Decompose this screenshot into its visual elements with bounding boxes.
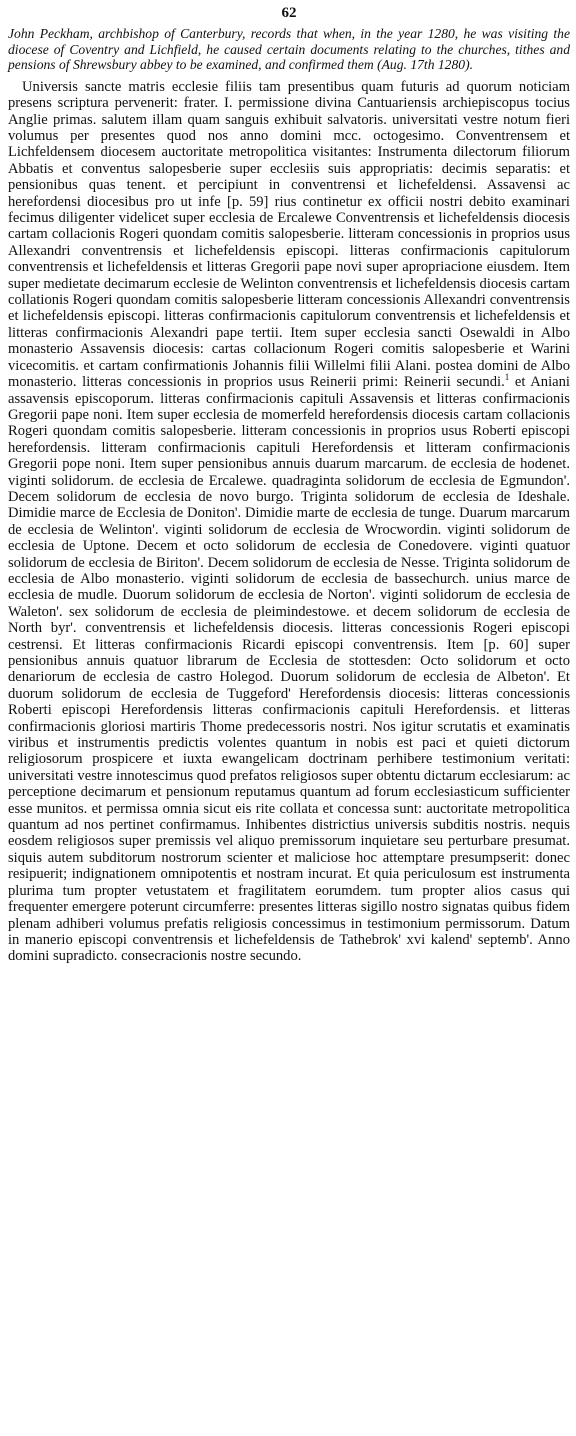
document-summary: John Peckham, archbishop of Canterbury, records that when, in the year 1280, he was visiting the diocese of Coventry and Lichfield, he caused certain documents relating to the churches, tithes and pensions of Shrewsbury abbey to be examined, and confirmed them (Aug. 17th 1280). <box>8 26 570 73</box>
footnote-reference: 1 <box>504 372 510 383</box>
charter-text-part-1: Universis sancte matris ecclesie filiis tam presentibus quam futuris ad quorum noticiam presens scriptura pervenerit: frater. I. permissione divina Cantuariensis archiepiscopus tocius Anglie primas. salutem illam quam sanguis exhibuit salvatoris. universitati vestre notum fieri volumus per presentes quod nos anno domini mcc. octogesimo. Conventrensem et Lichfeldensem diocesem auctoritate metropolitica visitantes: Instrumenta dilectorum filiorum Abbatis et conventus salopesberie super ecclesiis suis appropriatis: decimis separatis: et pensionibus quas tenent. et percipiunt in conventrensi et lichefeldensi. Assavensi ac herefordensi diocesibus pro ut infe [p. 59] rius continetur ex officii nostri debito examinari fecimus diligenter videlicet super ecclesia de Ercalewe Conventrensis et lichefeldensis diocesis cartam collacionis Rogeri quondam comitis salopesberie. litteram concessionis in proprios usus Allexandri conventrensis et lichefeldensis episcopi. litteras confirmacionis capitulorum conventrensis et lichefeldensis et litteras Gregorii pape novi super apropriacione eiusdem. Item super medietate decimarum ecclesie de Welinton conventrensis et lichefeldensis diocesis cartam collationis Rogeri quondam comitis salopesberie litteram concessionis Allexandri conventrensis et lichefeldensis episcopi. litteras confirmacionis capitulorum conventrensis et lichefeldensis et litteras confirmacionis Alexandri pape tertii. Item super ecclesia sancti Osewaldi in Albo monasterio Assavensis diocesis: cartas collacionum Rogeri comitis salopesberie et Warini vicecomitis. et cartam confirmationis Johannis filii Willelmi filii Alani. postea domini de Albo monasterio. litteras concessionis in proprios usus Reinerii primi: Reinerii secundi. <box>8 78 570 391</box>
charter-text-part-2: et Aniani assavensis episcoporum. litteras confirmacionis capituli Assavensis et litteras confirmacionis Gregorii pape noni. Item super ecclesia de momerfeld herefordensis diocesis cartam collacionis Rogeri quondam comitis salopesberie. litteram concessionis in proprios usus Roberti episcopi herefordensis. litteram confirmacionis capituli Herefordensis et litteram confirmacionis Gregorii pope noni. Item super pensionibus annuis duarum marcarum. de ecclesia de hodenet. viginti solidorum. de ecclesia de Ercalewe. quadraginta solidorum de ecclesia de Egmundon'. Decem solidorum de ecclesia de novo burgo. Triginta solidorum de ecclesia de Ideshale. Dimidie marce de Ecclesia de Doniton'. Dimidie marte de ecclesia de tunge. Duarum marcarum de ecclesia de Welinton'. viginti solidorum de ecclesia de Wrocwordin. viginti solidorum de ecclesia de Uptone. Decem et octo solidorum de ecclesia de Conedovere. viginti quatuor solidorum de ecclesia de Biriton'. Decem solidorum de ecclesia de Nesse. Triginta solidorum de ecclesia de Albo monasterio. viginti solidorum de ecclesia de bassechurch. unius marce de ecclesia de mudle. Duorum solidorum de ecclesia de Norton'. viginti solidorum de ecclesia de Waleton'. sex solidorum de ecclesia de pleimindestowe. et decem solidorum de ecclesia de North byr'. conventrensis et lichefeldensis diocesis. litteras concessionis Rogeri episcopi cestrensi. Et litteras confirmacionis Ricardi episcopi conventrensis. Item [p. 60] super pensionibus annuis quatuor librarum de Ecclesia de stottesden: Octo solidorum et octo denariorum de ecclesia de castro Holegod. Duorum solidorum de ecclesia de Albeton'. Et duorum solidorum de ecclesia de Tuggeford' Herefordensis diocesis: litteras concessionis Roberti episcopi Herefordensis litteras confirmacionis capituli Herefordensis. et litteras confirmacionis gloriosi martiris Thome predecessoris nostri. Nos igitur scrutatis et examinatis viribus et instrumentis predictis volentes quantum in nobis est paci et quieti dictorum religiosorum prospicere et iuxta ewangelicam doctrinam perhibere testimonium veritati: universitati vestre innotescimus quod prefatos religiosos super obtentu dictarum ecclesiarum: ac perceptione decimarum et pensionum reputamus quantum ad forum ecclesiasticum sufficienter esse munitos. et permissa omnia sicut eis rite collata et concessa sunt: auctoritate metropolitica quantum ad nos pertinet confirmamus. Inhibentes districtius universis subditis nostris. nequis eosdem religiosos super premissis vel aliquo premissorum inquietare seu perturbare presumat. siquis autem subditorum nostrorum scienter et maliciose hoc attemptare presumpserit: donec resipuerit; indignationem omnipotentis et nostram incurat. Et quia periculosum est instrumenta plurima tum propter vetustatem et fragilitatem eorumdem. tum propter alios casus qui frequenter emergere poterunt circumferre: presentes litteras sigillo nostro signatas quibus fidem plenam adhiberi volumus prefatis religiosis concessimus in testimonium permissorum. Datum in manerio episcopi conventrensis et lichefeldensis de Tathebrok' xvi kalend' septemb'. Anno domini supradicto. consecracionis nostre secundo. <box>8 374 570 965</box>
charter-text <box>8 79 570 965</box>
page-number: 62 <box>281 5 297 21</box>
